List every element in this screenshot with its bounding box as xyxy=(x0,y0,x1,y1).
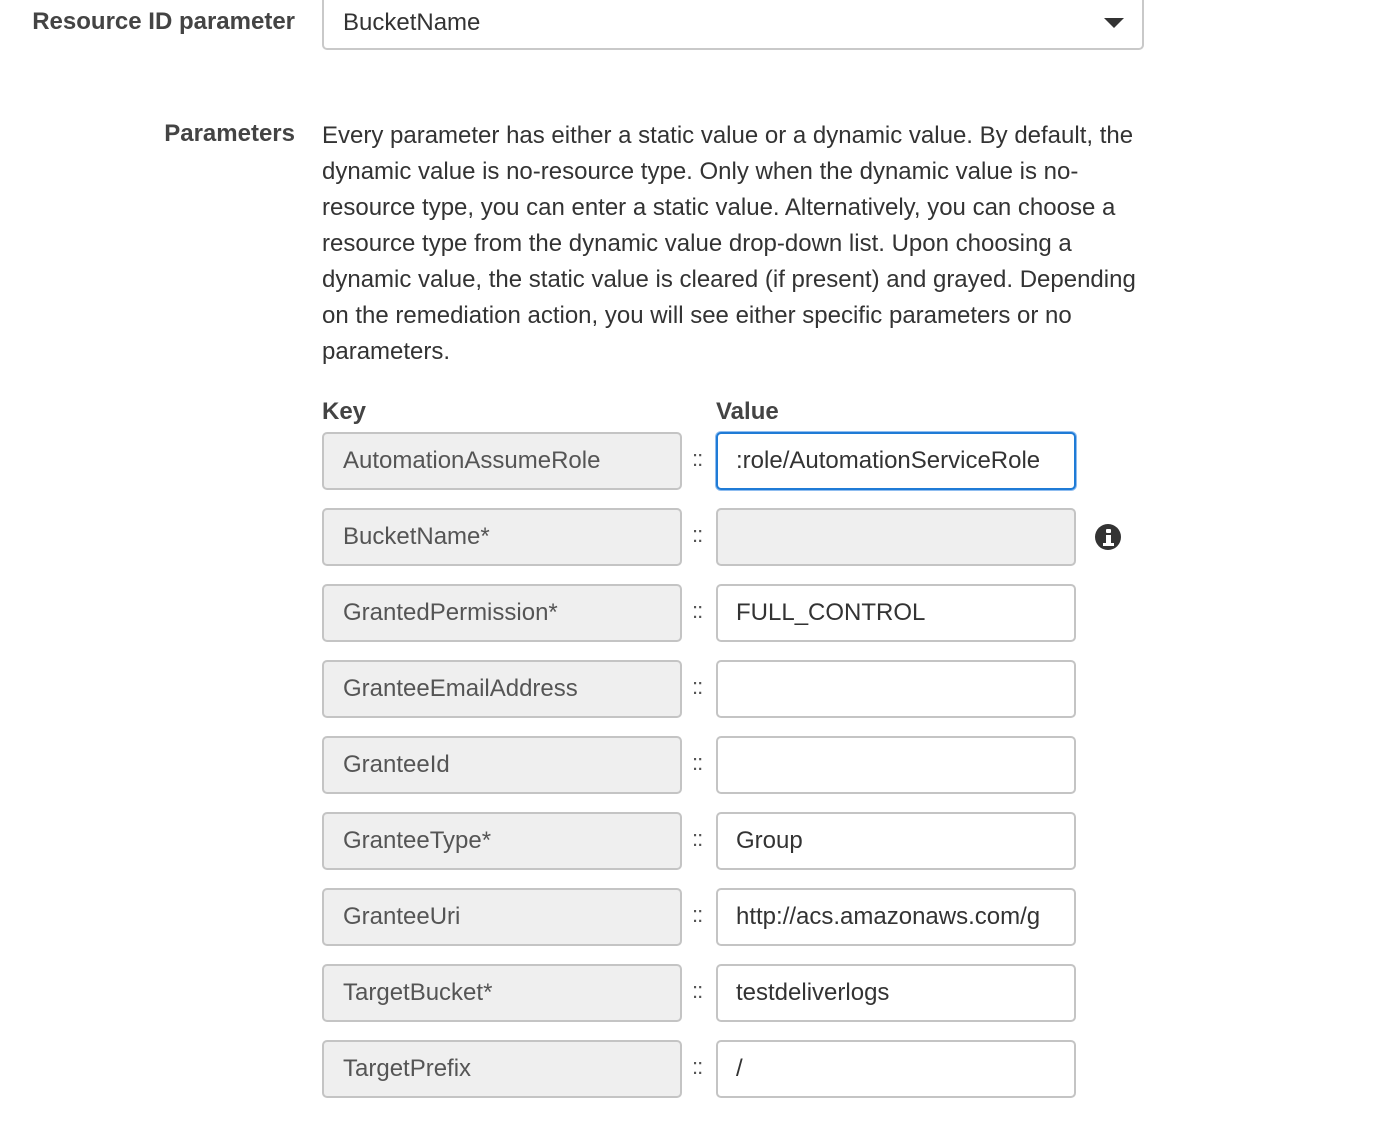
key-value-separator: :: xyxy=(692,446,703,471)
resource-id-select[interactable] xyxy=(322,0,1144,50)
parameter-key: AutomationAssumeRole xyxy=(322,432,682,490)
parameter-row-grantee-id xyxy=(0,736,1380,794)
value-column-header: Value xyxy=(716,398,779,425)
parameter-row-target-bucket xyxy=(0,964,1380,1022)
info-icon[interactable] xyxy=(1095,524,1121,550)
parameter-key: TargetPrefix xyxy=(322,1040,682,1098)
parameter-row-granted-permission xyxy=(0,584,1380,642)
parameter-value-input[interactable]: http://acs.amazonaws.com/g xyxy=(716,888,1076,946)
parameter-row-grantee-uri xyxy=(0,888,1380,946)
parameter-row-target-prefix xyxy=(0,1040,1380,1098)
parameter-value-input xyxy=(716,508,1076,566)
parameter-value-input[interactable]: / xyxy=(716,1040,1076,1098)
key-value-separator: :: xyxy=(692,978,703,1003)
parameter-key: GranteeEmailAddress xyxy=(322,660,682,718)
parameter-key: GrantedPermission* xyxy=(322,584,682,642)
key-value-separator: :: xyxy=(692,598,703,623)
parameter-value-input[interactable]: :role/AutomationServiceRole xyxy=(716,432,1076,490)
key-column-header: Key xyxy=(322,398,367,425)
parameters-description: Every parameter has either a static value or a dynamic value. By default, the dynamic value is no-resource type. Only when the dynamic value is no-resource type, you can enter a static value. Alternatively, you can choose a resource type from the dynamic value drop-down list. Upon choosing a dynamic value, the static value is cleared (if present) and grayed. Depending on the remediation action, you will see either specific parameters or no parameters. xyxy=(322,122,1136,365)
parameter-value-input[interactable]: FULL_CONTROL xyxy=(716,584,1076,642)
caret-down-icon xyxy=(1104,18,1124,28)
resource-id-label: Resource ID parameter xyxy=(32,8,295,35)
parameter-key: BucketName* xyxy=(322,508,682,566)
key-value-separator: :: xyxy=(692,750,703,775)
parameter-value-input[interactable] xyxy=(716,736,1076,794)
parameter-row-grantee-type xyxy=(0,812,1380,870)
parameter-row-automation-assume-role xyxy=(0,432,1380,490)
parameters-label: Parameters xyxy=(164,120,295,147)
key-value-separator: :: xyxy=(692,902,703,927)
key-value-separator: :: xyxy=(692,674,703,699)
parameter-key: TargetBucket* xyxy=(322,964,682,1022)
parameter-row-bucket-name xyxy=(0,508,1380,566)
parameter-key: GranteeUri xyxy=(322,888,682,946)
resource-id-select-value: BucketName xyxy=(343,9,481,36)
parameter-key: GranteeId xyxy=(322,736,682,794)
parameter-value-input[interactable]: testdeliverlogs xyxy=(716,964,1076,1022)
parameter-value-input[interactable]: Group xyxy=(716,812,1076,870)
key-value-separator: :: xyxy=(692,1054,703,1079)
parameter-key: GranteeType* xyxy=(322,812,682,870)
key-value-separator: :: xyxy=(692,522,703,547)
parameter-row-grantee-email-address xyxy=(0,660,1380,718)
key-value-separator: :: xyxy=(692,826,703,851)
parameter-value-input[interactable] xyxy=(716,660,1076,718)
